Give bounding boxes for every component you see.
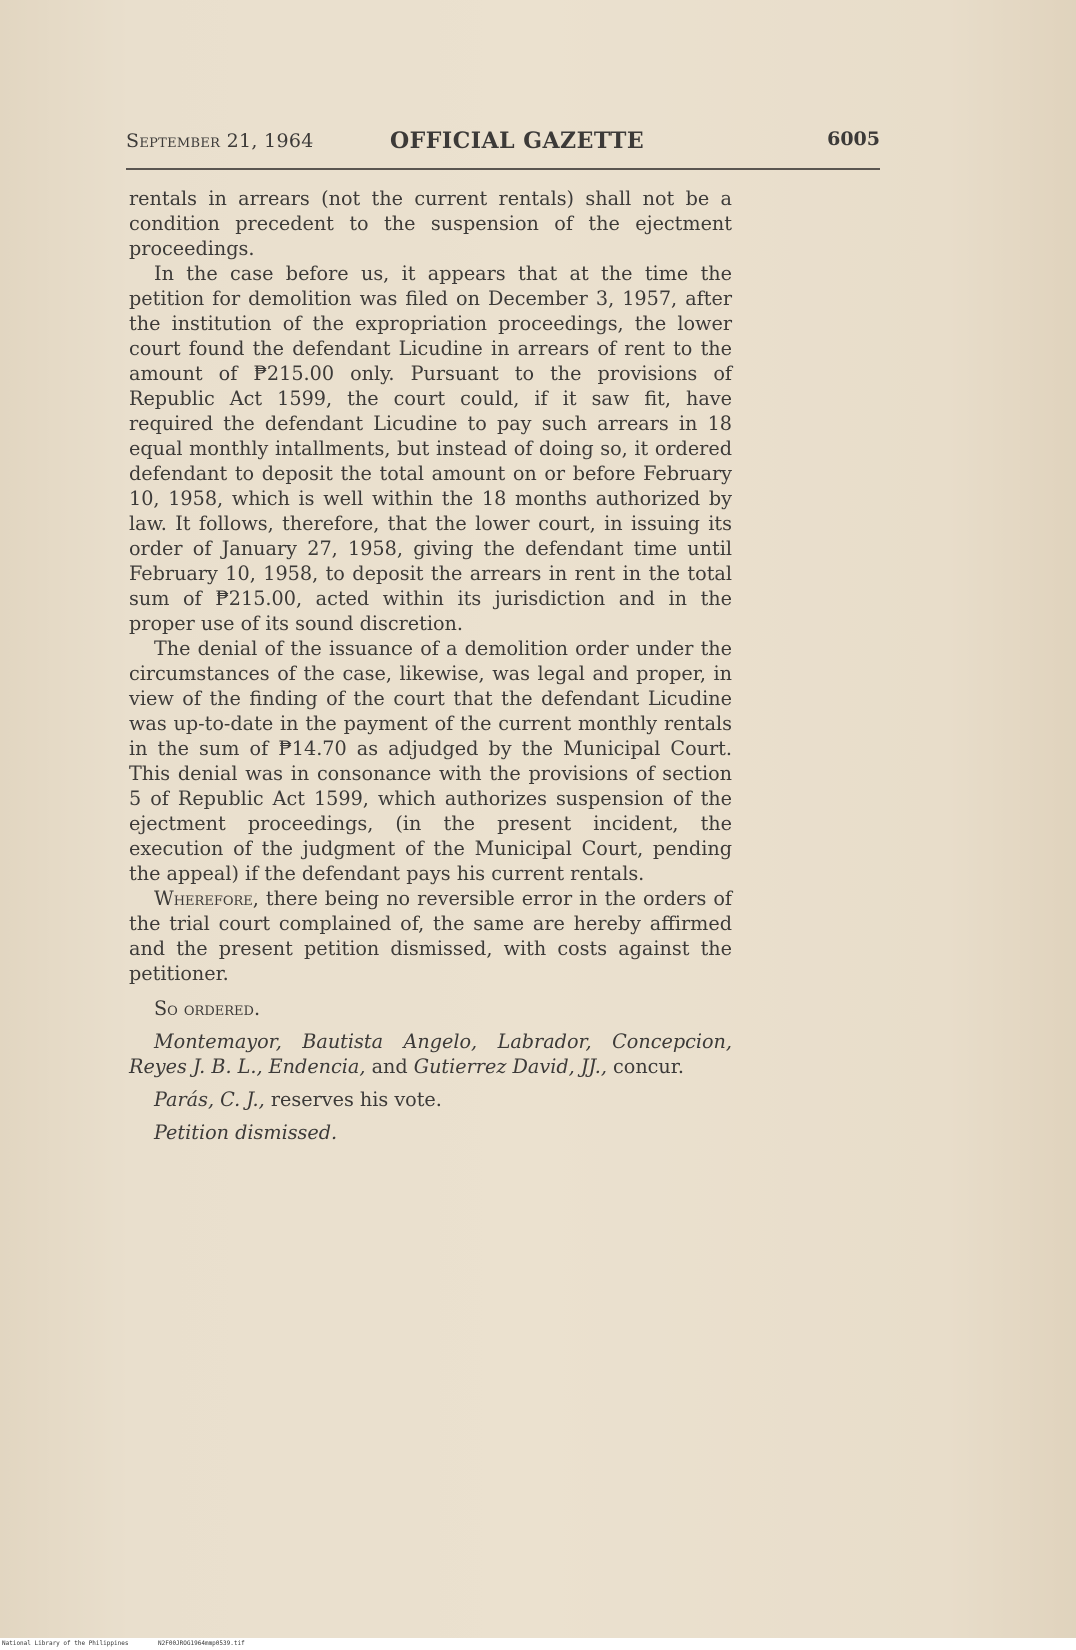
wherefore-lead: Wherefore, — [154, 887, 259, 910]
header-title: OFFICIAL GAZETTE — [390, 128, 645, 154]
page-number: 6005 — [827, 128, 880, 150]
wherefore-text: there being no reversible error in the orders of the trial court complained of, the same are hereby affirmed and the present petition dismissed, with costs against the petitioner. — [129, 887, 732, 985]
disposition-text: Petition dismissed. — [154, 1121, 338, 1144]
scan-footer — [0, 1638, 1076, 1650]
concur-names-2: Gutierrez David, JJ., — [413, 1055, 607, 1078]
header-rule — [126, 168, 880, 170]
reserves-name: Parás, C. J., — [154, 1088, 265, 1111]
header-date: September 21, 1964 — [126, 130, 314, 152]
paragraph-continued: rentals in arrears (not the current rentals) shall not be a condition precedent to the suspension of the ejectment proceedings. — [129, 187, 732, 260]
concur-end: concur. — [606, 1055, 684, 1078]
decision-text — [129, 186, 732, 1145]
concur-and: and — [365, 1055, 414, 1078]
so-ordered: So ordered. — [154, 997, 261, 1020]
footer-library: National Library of the Philippines — [2, 1640, 129, 1647]
paragraph-wherefore — [129, 886, 732, 986]
reserves-vote — [129, 1087, 732, 1112]
footer-filename: N2F00JROG1964mmp0539.tif — [158, 1640, 245, 1647]
disposition — [129, 1120, 732, 1145]
concur-names: Montemayor, Bautista Angelo, Labrador, Concepcion, Reyes J. B. L., Endencia, — [129, 1030, 732, 1078]
reserves-text: reserves his vote. — [264, 1088, 442, 1111]
running-header — [126, 130, 880, 162]
paragraph-arrears: In the case before us, it appears that at the time the petition for demolition was filed on December 3, 1957, after the institution of the expropriation proceedings, the lower court found the defendant Licudine in arrears of rent to the amount of ₱215.00 only. Pursuant to the provisions of Republic Act 1599, the court could, if it saw fit, have required the defendant Licudine to pay such arrears in 18 equal monthly intallments, but instead of doing so, it ordered defendant to deposit the total amount on or before February 10, 1958, which is well within the 18 months authorized by law. It follows, therefore, that the lower court, in issuing its order of January 27, 1958, giving the defendant time until February 10, 1958, to deposit the arrears in rent in the total sum of ₱215.00, acted within its jurisdiction and in the proper use of its sound discretion. — [129, 262, 732, 635]
concurring-justices — [129, 1029, 732, 1079]
paragraph-denial: The denial of the issuance of a demolition order under the circumstances of the case, likewise, was legal and proper, in view of the finding of the court that the defendant Licudine was up-to-date in the payment of the current monthly rentals in the sum of ₱14.70 as adjudged by the Municipal Court. This denial was in consonance with the provisions of section 5 of Republic Act 1599, which authorizes suspension of the ejectment proceedings, (in the present incident, the execution of the judgment of the Municipal Court, pending the appeal) if the defendant pays his current rentals. — [129, 637, 732, 885]
